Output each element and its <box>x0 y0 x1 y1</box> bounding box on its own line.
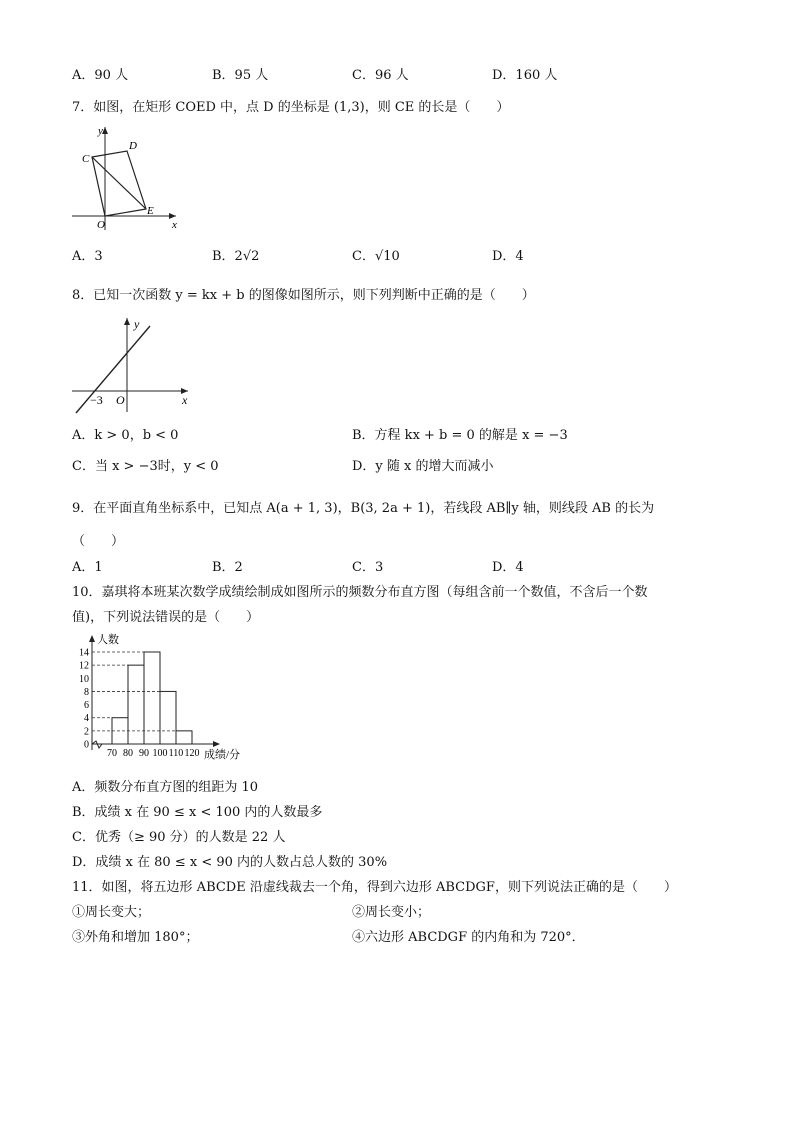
q8-stem: 8．已知一次函数 y = kx + b 的图像如图所示，则下列判断中正确的是（ ） <box>72 288 535 303</box>
q10-stem-line2: 值)，下列说法错误的是（ ） <box>72 610 260 625</box>
q9-option-a: A．1 <box>72 560 103 575</box>
q7-label-o: O <box>97 219 105 231</box>
hist-ytick-label: 4 <box>84 713 89 725</box>
q7-label-y: y <box>98 125 103 137</box>
q7-option-d: D．4 <box>492 249 524 264</box>
hist-x-arrow <box>213 741 220 747</box>
q7-label-x: x <box>172 219 177 231</box>
hist-xtick-label: 110 <box>168 748 184 759</box>
q8-label-o: O <box>116 393 125 407</box>
q8-figure <box>68 312 196 417</box>
hist-xtick-label: 120 <box>184 748 200 759</box>
hist-xtick-label: 90 <box>139 748 149 759</box>
q8-option-d: D．y 随 x 的增大而减小 <box>352 459 494 474</box>
q8-option-c: C．当 x > −3时，y < 0 <box>72 459 219 474</box>
q7-option-b: B．2√2 <box>212 249 260 264</box>
q11-statement-1: ①周长变大； <box>72 905 151 920</box>
q8-option-a: A．k > 0，b < 0 <box>72 428 179 443</box>
q8-label-x: x <box>182 393 188 407</box>
hist-ytick-label: 0 <box>84 739 89 751</box>
q6-option-a: A．90 人 <box>72 68 129 83</box>
q7-option-a: A．3 <box>72 249 103 264</box>
q7-option-c: C．√10 <box>352 249 400 264</box>
q8-label-neg3: −3 <box>90 393 103 407</box>
q9-blank: （ ） <box>72 534 125 549</box>
q9-stem: 9．在平面直角坐标系中，已知点 A(a + 1, 3)，B(3, 2a + 1)，若线段 AB∥y 轴，则线段 AB 的长为 <box>72 501 655 516</box>
hist-ytick-label: 10 <box>79 673 89 685</box>
hist-xtick-label: 80 <box>123 748 133 759</box>
q9-option-b: B．2 <box>212 560 243 575</box>
q10-stem-line1: 10．嘉琪将本班某次数学成绩绘制成如图所示的频数分布直方图（每组含前一个数值，不含后一个数 <box>72 585 648 600</box>
hist-bar <box>144 652 160 744</box>
hist-xtick-label: 100 <box>152 748 168 759</box>
q11-stem: 11．如图，将五边形 ABCDE 沿虚线裁去一个角，得到六边形 ABCDGF，则下列说法正确的是（ ） <box>72 880 677 895</box>
q7-label-c: C <box>82 153 90 165</box>
q8-option-b: B．方程 kx + b = 0 的解是 x = −3 <box>352 428 568 443</box>
hist-bar <box>128 665 144 744</box>
q11-statement-2: ②周长变小； <box>352 905 431 920</box>
q7-label-d: D <box>129 140 137 152</box>
q7-stem: 7．如图，在矩形 COED 中，点 D 的坐标是 (1,3)，则 CE 的长是（ ） <box>72 100 510 115</box>
hist-xtick-label: 70 <box>107 748 117 759</box>
hist-ytick-label: 8 <box>84 686 89 698</box>
q7-y-arrow <box>102 127 108 134</box>
hist-ytick-label: 14 <box>79 647 89 659</box>
hist-ytick-label: 12 <box>79 660 89 672</box>
q6-option-b: B．95 人 <box>212 68 269 83</box>
q9-option-d: D．4 <box>492 560 524 575</box>
hist-xlabel: 成绩/分 <box>204 749 241 761</box>
q10-option-a: A．频数分布直方图的组距为 10 <box>72 780 259 795</box>
q7-label-e: E <box>147 205 154 217</box>
hist-y-arrow <box>89 635 95 642</box>
q8-function-line <box>76 326 150 413</box>
q8-y-arrow <box>124 318 130 325</box>
q10-option-c: C．优秀（≥ 90 分）的人数是 22 人 <box>72 830 286 845</box>
q7-figure <box>68 122 183 234</box>
hist-ytick-label: 2 <box>84 726 89 738</box>
q10-histogram <box>70 632 250 762</box>
q9-option-c: C．3 <box>352 560 384 575</box>
q6-option-c: C．96 人 <box>352 68 409 83</box>
q8-label-y: y <box>134 317 140 331</box>
q11-statement-4: ④六边形 ABCDGF 的内角和为 720°． <box>352 930 585 945</box>
hist-bar <box>160 691 176 744</box>
hist-bar <box>176 731 192 744</box>
q10-option-d: D．成绩 x 在 80 ≤ x < 90 内的人数占总人数的 30% <box>72 855 388 870</box>
q10-option-b: B．成绩 x 在 90 ≤ x < 100 内的人数最多 <box>72 805 323 820</box>
q6-option-d: D．160 人 <box>492 68 558 83</box>
hist-ylabel: 人数 <box>97 634 119 646</box>
q11-statement-3: ③外角和增加 180°； <box>72 930 199 945</box>
hist-ytick-label: 6 <box>84 700 89 712</box>
